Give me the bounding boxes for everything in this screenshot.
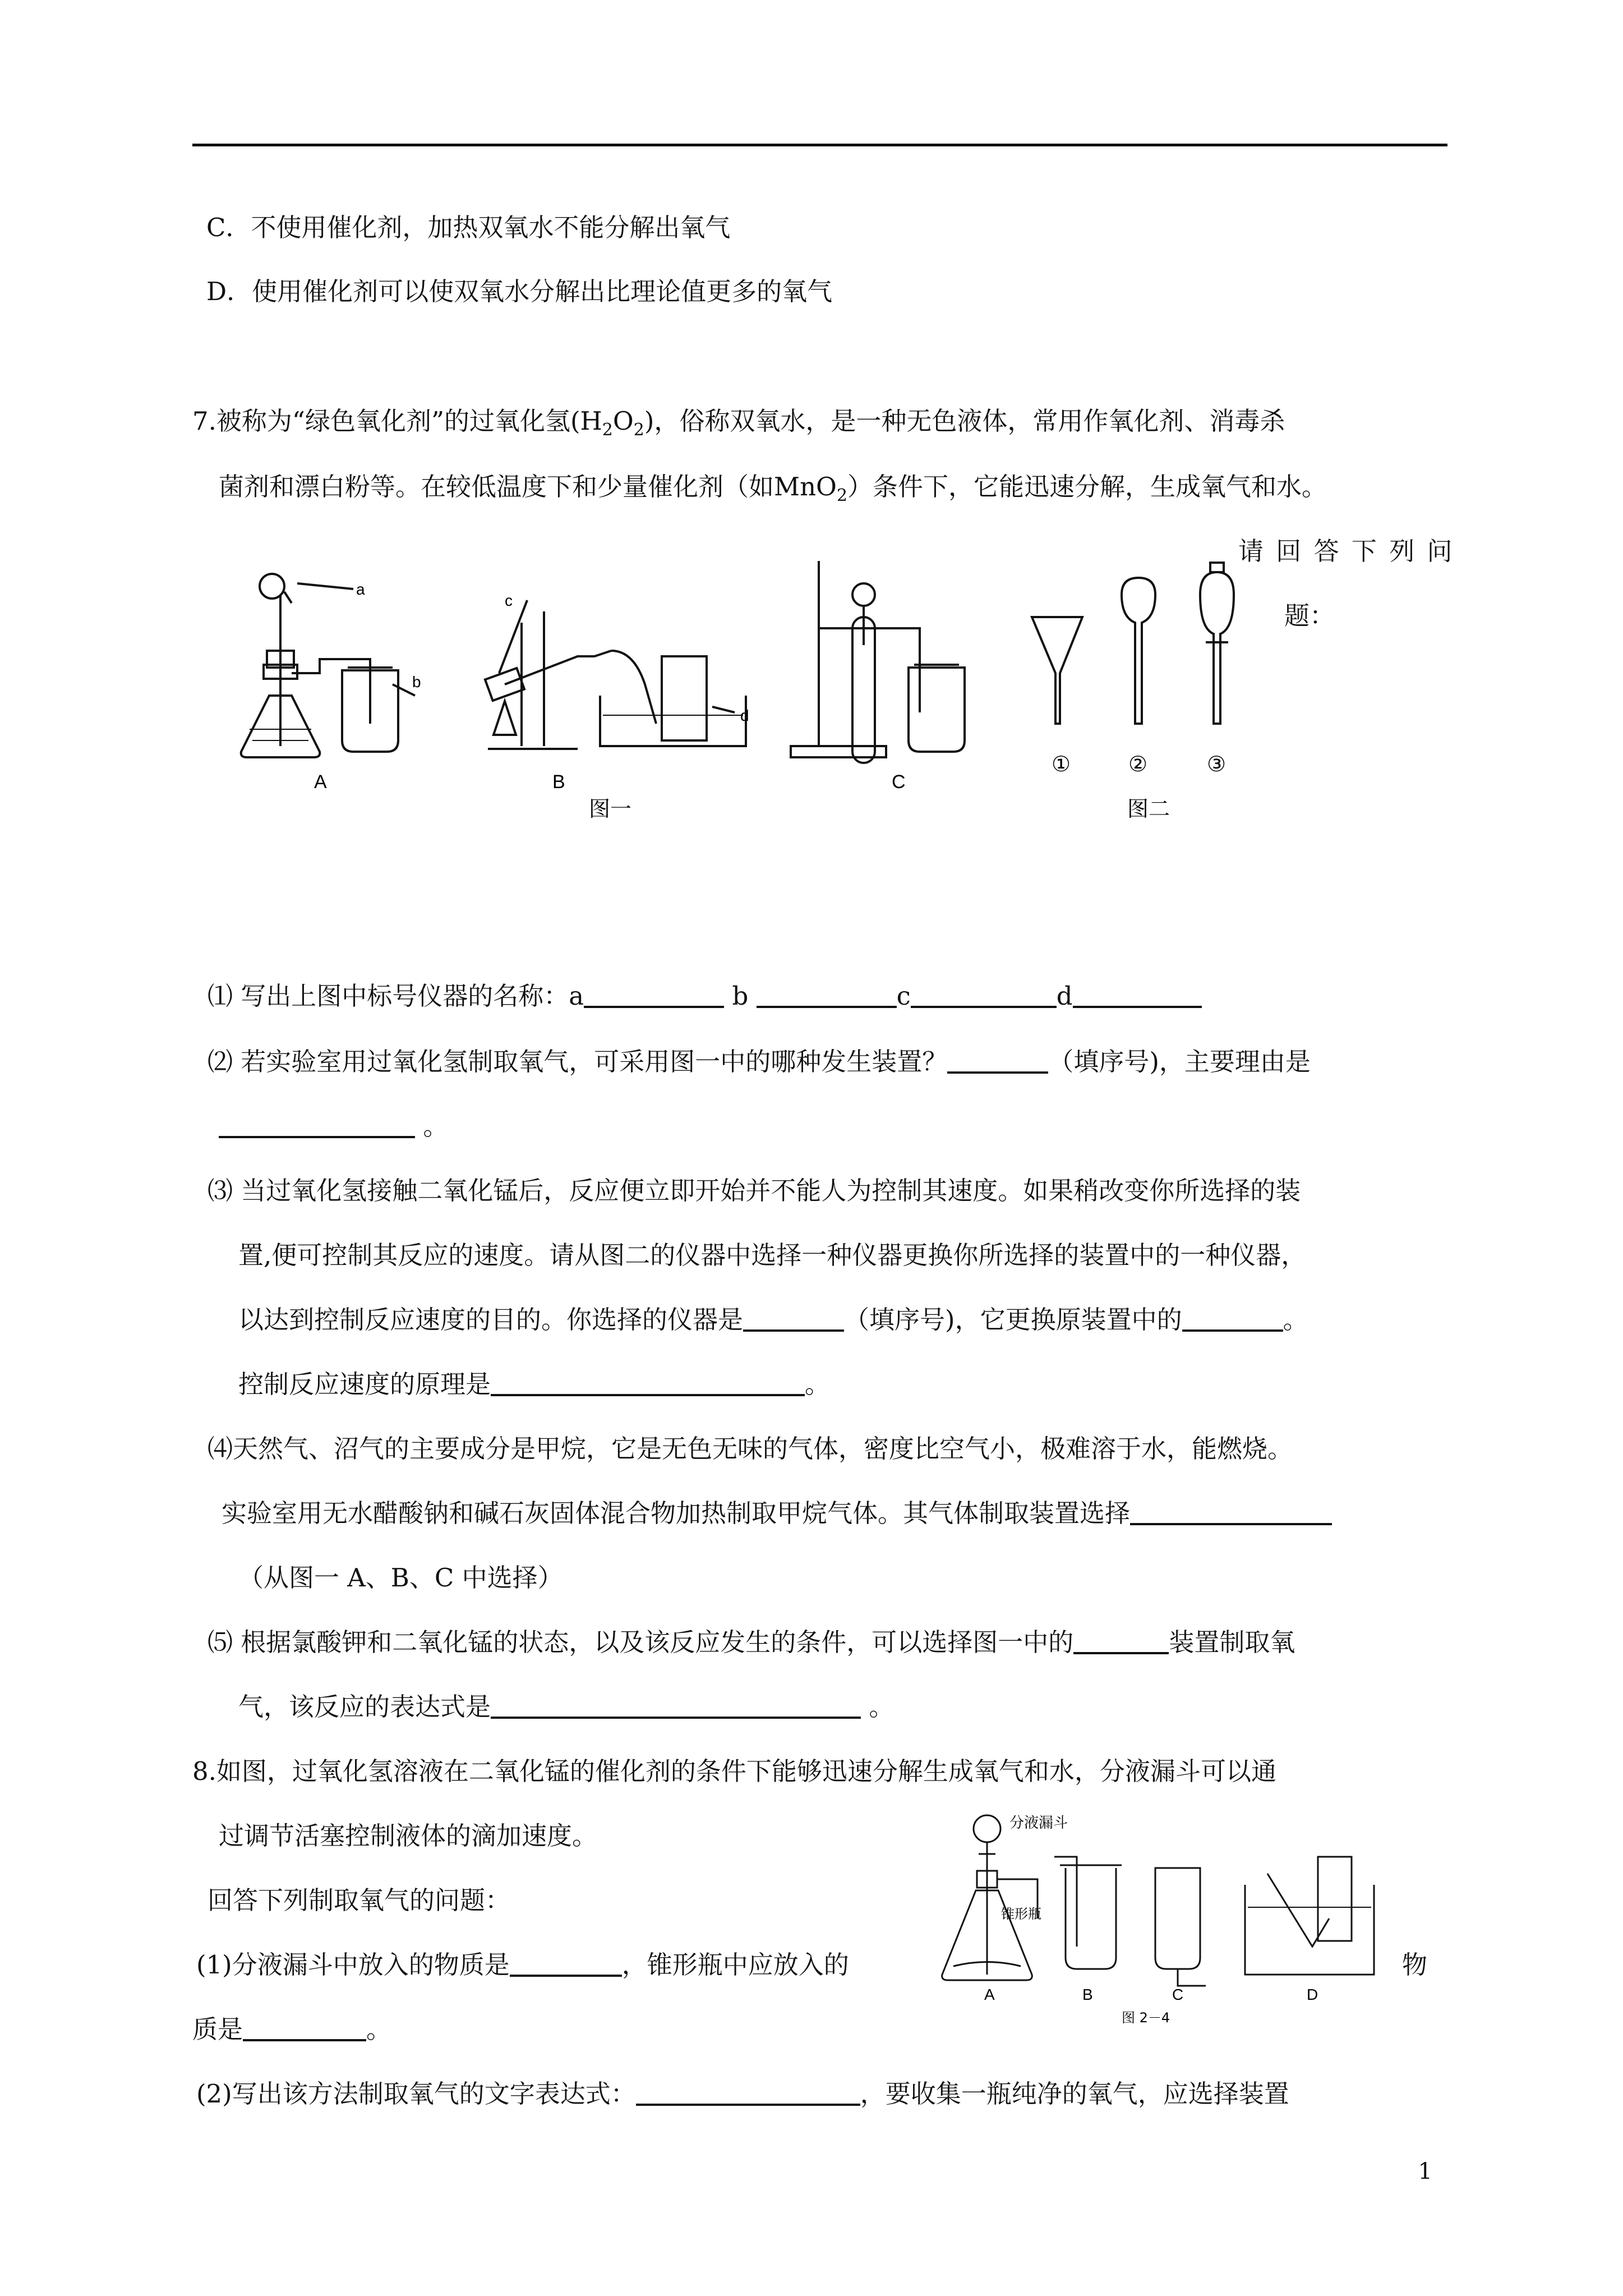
page-number: 1 <box>1418 2159 1432 2184</box>
q8-line6: (2)写出该方法制取氧气的文字表达式： ，要收集一瓶纯净的氧气，应选择装置 <box>196 2079 1289 2109</box>
p1-line: ⑴ 写出上图中标号仪器的名称：a b c d <box>208 981 1202 1012</box>
p4-line2: 实验室用无水醋酸钠和碱石灰固体混合物加热制取甲烷气体。其气体制取装置选择 <box>222 1498 1332 1529</box>
q7-line1: 7.被称为“绿色氧化剂”的过氧化氢$(H_2O_2)$，俗称双氧水，是一种无色液体，常用作氧化剂、消毒杀 <box>192 406 1285 440</box>
q8-line2: 过调节活塞控制液体的滴加速度。 <box>219 1821 598 1851</box>
fig24-caption-d: D <box>1307 1986 1318 2003</box>
blank-q8-flask[interactable] <box>243 2018 366 2041</box>
instrument-funnel <box>1032 617 1082 724</box>
p3-line3: 以达到控制反应速度的目的。你选择的仪器是 （填序号)，它更换原装置中的 。 <box>238 1305 1308 1335</box>
option-d: D．使用催化剂可以使双氧水分解出比理论值更多的氧气 <box>206 277 833 306</box>
blank-p5-device[interactable] <box>1073 1631 1169 1654</box>
fig1-label-c: c <box>505 592 513 609</box>
fig24-flask-label: 锥形瓶 <box>1001 1906 1041 1922</box>
instrument-separatory-funnel <box>1200 563 1234 724</box>
fig2-num-1: ① <box>1052 752 1071 776</box>
p3-line1: ⑶ 当过氧化氢接触二氧化锰后，反应便立即开始并不能人为控制其速度。如果稍改变你所选择的装 <box>208 1176 1301 1205</box>
fig24-caption-a: A <box>984 1986 995 2003</box>
q8-line5: 质是 。 <box>192 2014 392 2044</box>
blank-p3-instrument[interactable] <box>743 1308 844 1332</box>
option-c: C．不使用催化剂，加热双氧水不能分解出氧气 <box>206 213 731 242</box>
blank-c[interactable] <box>911 984 1057 1008</box>
fig2-num-2: ② <box>1128 752 1148 776</box>
apparatus-c <box>791 561 965 763</box>
q8-line4-end: 物 <box>1402 1950 1428 1980</box>
figure-2-4 <box>931 1806 1380 2025</box>
fig24-apparatus-d <box>1245 1857 1374 1975</box>
blank-p2-reason[interactable] <box>219 1115 415 1138</box>
apparatus-a <box>241 574 415 757</box>
header-rule <box>192 144 1447 146</box>
blank-a[interactable] <box>584 984 724 1008</box>
figure-apparatus <box>230 561 1284 830</box>
p2-line1: ⑵ 若实验室用过氧化氢制取氧气，可采用图一中的哪种发生装置？ （填序号)，主要理由是 <box>208 1047 1311 1076</box>
p4-line3: （从图一 A、B、C 中选择） <box>238 1563 563 1593</box>
p4-line1: ⑷天然气、沼气的主要成分是甲烷，它是无色无味的气体，密度比空气小，极难溶于水，能燃烧。 <box>208 1434 1293 1464</box>
p3-line4: 控制反应速度的原理是 。 <box>238 1369 831 1399</box>
fig24-funnel-label: 分液漏斗 <box>1009 1815 1068 1832</box>
instrument-thistle-funnel <box>1122 578 1155 724</box>
fig2-num-3: ③ <box>1207 752 1227 776</box>
fig2-title: 图二 <box>1127 797 1170 821</box>
fig1-label-b: b <box>412 673 421 691</box>
blank-p4-apparatus[interactable] <box>1130 1502 1332 1525</box>
blank-p5-equation[interactable] <box>491 1695 861 1719</box>
fig24-caption-b: B <box>1082 1986 1093 2003</box>
fig1-label-d: d <box>740 707 749 724</box>
q7-line2: 菌剂和漂白粉等。在较低温度下和少量催化剂（如MnO$_2$）条件下，它能迅速分解，生成氧气和水。 <box>219 472 1327 505</box>
blank-d[interactable] <box>1073 984 1202 1008</box>
fig24-apparatus-b <box>1054 1857 1122 1969</box>
blank-q8-funnel[interactable] <box>510 1953 622 1977</box>
q8-line3: 回答下列制取氧气的问题： <box>208 1885 511 1915</box>
q8-line4: (1)分液漏斗中放入的物质是 ，锥形瓶中应放入的 <box>196 1950 849 1980</box>
fig24-title: 图 2－4 <box>1122 2010 1170 2025</box>
p2-line2: 。 <box>219 1111 448 1142</box>
fig1-title: 图一 <box>589 797 632 821</box>
q7-please-answer: 请 回 答 下 列 问 <box>1238 536 1455 566</box>
p3-line2: 置,便可控制其反应的速度。请从图二的仪器中选择一种仪器更换你所选择的装置中的一种仪器， <box>238 1240 1307 1270</box>
blank-p3-replaced[interactable] <box>1182 1308 1283 1332</box>
apparatus-b <box>485 600 746 749</box>
p5-line1: ⑸ 根据氯酸钾和二氧化锰的状态，以及该反应发生的条件，可以选择图一中的 装置制取氧 <box>208 1627 1295 1657</box>
blank-p3-principle[interactable] <box>491 1373 805 1396</box>
fig1-label-a: a <box>356 581 365 598</box>
q8-line1: 8.如图，过氧化氢溶液在二氧化锰的催化剂的条件下能够迅速分解生成氧气和水，分液漏斗可以通 <box>192 1756 1276 1786</box>
q7-question-word: 题： <box>1284 601 1335 631</box>
fig24-apparatus-a <box>942 1815 1038 1980</box>
fig1-caption-a: A <box>314 771 327 793</box>
fig1-caption-b: B <box>552 771 565 793</box>
blank-p2-device[interactable] <box>947 1050 1048 1074</box>
blank-q8-expression[interactable] <box>636 2082 860 2106</box>
p5-line2: 气，该反应的表达式是 。 <box>238 1692 895 1722</box>
fig24-apparatus-c <box>1155 1868 1206 1986</box>
fig24-caption-c: C <box>1172 1986 1184 2003</box>
blank-b[interactable] <box>757 984 897 1008</box>
fig1-caption-c: C <box>892 771 906 793</box>
